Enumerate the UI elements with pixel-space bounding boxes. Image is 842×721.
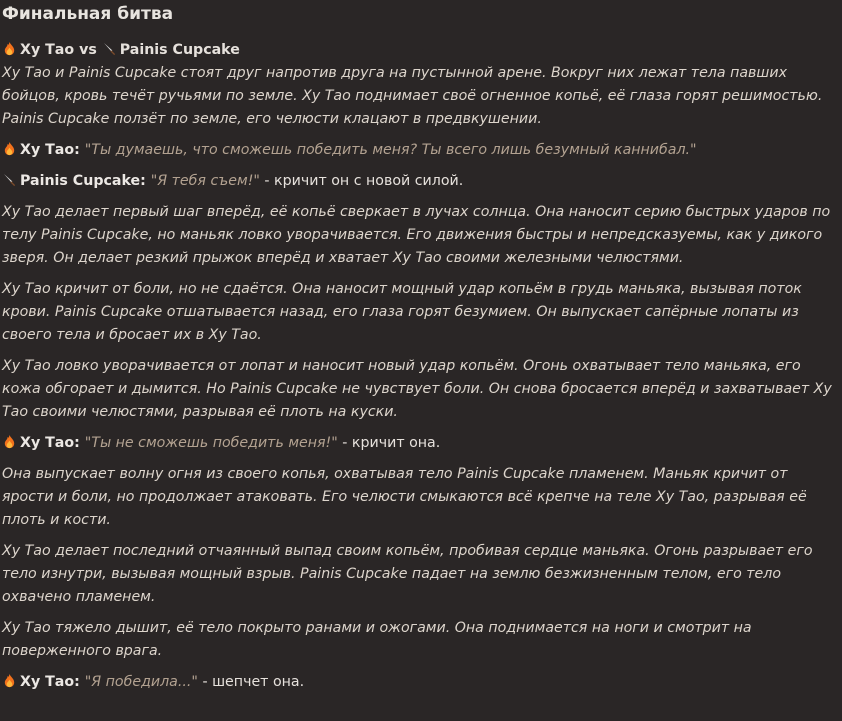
story-paragraph: Ху Тао кричит от боли, но не сдаётся. Она наносит мощный удар копьём в грудь маньяка, вызывая поток крови. Painis Cupcake отшатывается назад, его глаза горят безумием. Он выпускает сапёрные лопаты из своего тела и бросает их в Ху Тао. — [2, 281, 802, 343]
dialogue-tag: - кричит она. — [337, 435, 441, 451]
dialogue-quote: "Я победила..." — [84, 674, 198, 690]
speaker-separator: : — [74, 674, 85, 690]
fighter1-name: Ху Тао — [20, 42, 75, 58]
dialogue-quote: "Ты думаешь, что сможешь победить меня? Ты всего лишь безумный каннибал." — [84, 142, 697, 158]
dialogue-line — [2, 139, 838, 162]
speaker-separator: : — [74, 142, 85, 158]
fire-icon — [2, 673, 17, 688]
speaker-name: Ху Тао — [20, 142, 75, 158]
story-paragraph: Ху Тао делает последний отчаянный выпад своим копьём, пробивая сердце маньяка. Огонь разрывает его тело изнутри, вызывая мощный взрыв. Painis Cupcake падает на землю безжизненным телом, его тело охвачено пламенем. — [2, 543, 813, 605]
story-paragraph: Ху Тао тяжело дышит, её тело покрыто ранами и ожогами. Она поднимается на ноги и смотрит на поверженного врага. — [2, 620, 752, 659]
knife-icon — [102, 41, 117, 56]
page-title: Финальная битва — [2, 4, 174, 24]
story-paragraph: Ху Тао ловко уворачивается от лопат и наносит новый удар копьём. Огонь охватывает тело маньяка, его кожа обгорает и дымится. Но Painis Cupcake не чувствует боли. Он снова бросается вперёд и захватывает Ху Тао своими челюстями, разрывая её плоть на куски. — [2, 358, 832, 420]
battle-header — [2, 39, 838, 62]
dialogue-tag: - кричит он с новой силой. — [259, 173, 464, 189]
fire-icon — [2, 434, 17, 449]
fighter2-name: Painis Cupcake — [119, 42, 240, 58]
speaker-separator: : — [140, 173, 151, 189]
fire-icon — [2, 141, 17, 156]
story-paragraph: Она выпускает волну огня из своего копья, охватывая тело Painis Cupcake пламенем. Маньяк кричит от ярости и боли, но продолжает атаковать. Его челюсти смыкаются всё крепче на теле Ху Тао, разрывая её плоть и кости. — [2, 466, 807, 528]
dialogue-line — [2, 671, 838, 694]
intro-paragraph: Ху Тао и Painis Cupcake стоят друг напротив друга на пустынной арене. Вокруг них лежат тела павших бойцов, кровь течёт ручьями по земле. Ху Тао поднимает своё огненное копьё, её глаза горят решимостью. Painis Cupcake ползёт по земле, его челюсти клацают в предвкушении. — [2, 65, 823, 127]
vs-label: vs — [79, 42, 97, 58]
dialogue-tag: - шепчет она. — [197, 674, 305, 690]
speaker-separator: : — [74, 435, 85, 451]
story-paragraph: Ху Тао делает первый шаг вперёд, её копьё сверкает в лучах солнца. Она наносит серию быстрых ударов по телу Painis Cupcake, но маньяк ловко уворачивается. Его движения быстры и непредсказуемы, как у дикого зверя. Он делает резкий прыжок вперёд и хватает Ху Тао своими железными челюстями. — [2, 204, 831, 266]
knife-icon — [2, 172, 17, 187]
dialogue-line — [2, 170, 838, 193]
speaker-name: Ху Тао — [20, 674, 75, 690]
dialogue-quote: "Ты не сможешь победить меня!" — [84, 435, 338, 451]
speaker-name: Painis Cupcake — [20, 173, 141, 189]
speaker-name: Ху Тао — [20, 435, 75, 451]
fire-icon — [2, 41, 17, 56]
dialogue-quote: "Я тебя съем!" — [150, 173, 260, 189]
dialogue-line — [2, 432, 838, 455]
